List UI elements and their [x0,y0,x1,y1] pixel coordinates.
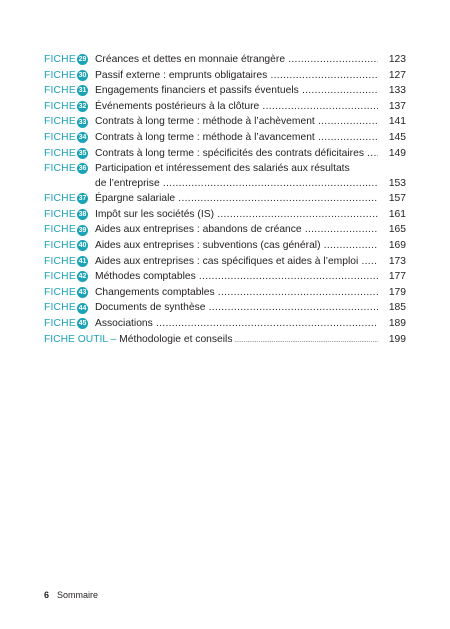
fiche-label: FICHE [44,85,76,97]
toc-entry[interactable] [44,130,406,146]
entry-title: Documents de synthèse ..... [95,300,378,316]
entry-title: Événements postérieurs à la clôture ..... [95,99,378,115]
fiche-label: FICHE [44,193,76,205]
fiche-number-badge: 40 [78,242,87,250]
toc-entry[interactable] [44,83,406,99]
fiche-label: FICHE [44,224,76,236]
fiche-label: FICHE [44,54,76,65]
footer-section: Sommaire [57,590,99,600]
page-number: 173 [388,255,406,267]
entry-title: Associations ..... [95,316,378,332]
page-number: 141 [388,116,406,128]
fiche-label: FICHE [44,286,76,298]
page-number: 189 [388,317,406,329]
page-number: 127 [388,69,406,81]
entry-title: Méthodologie et conseils [119,333,233,345]
entry-title: Aides aux entreprises : subventions (cas général) ..... [95,238,378,254]
fiche-number-badge: 32 [78,103,87,111]
fiche-label: FICHE [44,69,76,81]
table-of-contents [44,52,406,347]
toc-entry[interactable] [44,52,406,68]
fiche-number-badge: 31 [78,87,87,95]
entry-title: Méthodes comptables ..... [95,269,378,285]
fiche-label: FICHE [44,147,76,159]
fiche-label: FICHE [44,239,76,251]
fiche-label: FICHE [44,208,76,220]
outil-entry [44,332,378,350]
page-number: 137 [388,100,406,112]
entry-title-continued: de l’entreprise ..... [95,176,378,192]
page-number: 169 [388,239,406,251]
fiche-label: FICHE [44,131,76,143]
entry-title: Contrats à long terme : méthode à l’avancement ..... [95,130,378,146]
fiche-number-badge: 36 [78,165,87,173]
fiche-label: FICHE [44,255,76,267]
page-number: 133 [388,85,406,97]
entry-title: Participation et intéressement des salariés aux résultats [95,163,350,175]
toc-entry[interactable] [44,207,406,223]
fiche-label: FICHE [44,302,76,314]
fiche-number-badge: 29 [78,56,87,64]
entry-title: Créances et dettes en monnaie étrangère ..... [95,52,378,68]
toc-entry[interactable] [44,316,406,332]
entry-title: Aides aux entreprises : abandons de créance ..... [95,222,378,238]
toc-entry[interactable] [44,269,406,285]
fiche-number-badge: 41 [78,257,87,265]
fiche-number-badge: 30 [78,71,87,79]
fiche-number-badge: 45 [78,320,87,328]
fiche-number-badge: 44 [78,304,87,312]
fiche-number-badge: 39 [78,226,87,234]
page-footer [44,590,98,600]
fiche-number-badge: 35 [78,149,87,157]
page-number: 157 [388,193,406,205]
toc-entry[interactable] [44,146,406,162]
fiche-number-badge: 38 [78,211,87,219]
toc-entry[interactable] [44,238,406,254]
toc-entry-outil[interactable] [44,332,406,348]
page-number: 179 [388,286,406,298]
page-number: 199 [388,333,406,345]
toc-entry[interactable] [44,222,406,238]
page-number: 185 [388,302,406,314]
fiche-number-badge: 37 [78,195,87,203]
entry-title: Épargne salariale ..... [95,191,378,207]
entry-title: Contrats à long terme : méthode à l’achèvement ..... [95,114,378,130]
toc-entry[interactable] [44,300,406,316]
toc-entry[interactable] [44,254,406,270]
page-number: 149 [388,147,406,159]
toc-entry[interactable] [44,285,406,301]
toc-entry[interactable] [44,191,406,207]
toc-entry[interactable] [44,68,406,84]
fiche-number-badge: 34 [78,134,87,142]
entry-title: Engagements financiers et passifs éventuels ..... [95,83,378,99]
entry-title: Impôt sur les sociétés (IS) ..... [95,207,378,223]
fiche-number-badge: 43 [78,289,87,297]
fiche-label: FICHE [44,271,76,283]
toc-entry[interactable] [44,161,406,191]
page-number: 123 [388,54,406,65]
page-number: 153 [388,177,406,189]
fiche-label: FICHE [44,163,76,175]
fiche-label: FICHE [44,116,76,128]
page-number: 165 [388,224,406,236]
fiche-outil-label: FICHE OUTIL – [44,333,117,345]
page-number: 145 [388,131,406,143]
footer-page-number: 6 [44,590,50,600]
fiche-label: FICHE [44,317,76,329]
entry-title: Aides aux entreprises : cas spécifiques et aides à l’emploi ..... [95,254,378,270]
fiche-number-badge: 33 [78,118,87,126]
fiche-label: FICHE [44,100,76,112]
page-number: 161 [388,208,406,220]
entry-title: Changements comptables ..... [95,285,378,301]
entry-title: Passif externe : emprunts obligataires ..... [95,68,378,84]
toc-entry[interactable] [44,99,406,115]
page-number: 177 [388,271,406,283]
toc-entry[interactable] [44,114,406,130]
fiche-number-badge: 42 [78,273,87,281]
entry-title: Contrats à long terme : spécificités des contrats déficitaires ..... [95,146,378,162]
